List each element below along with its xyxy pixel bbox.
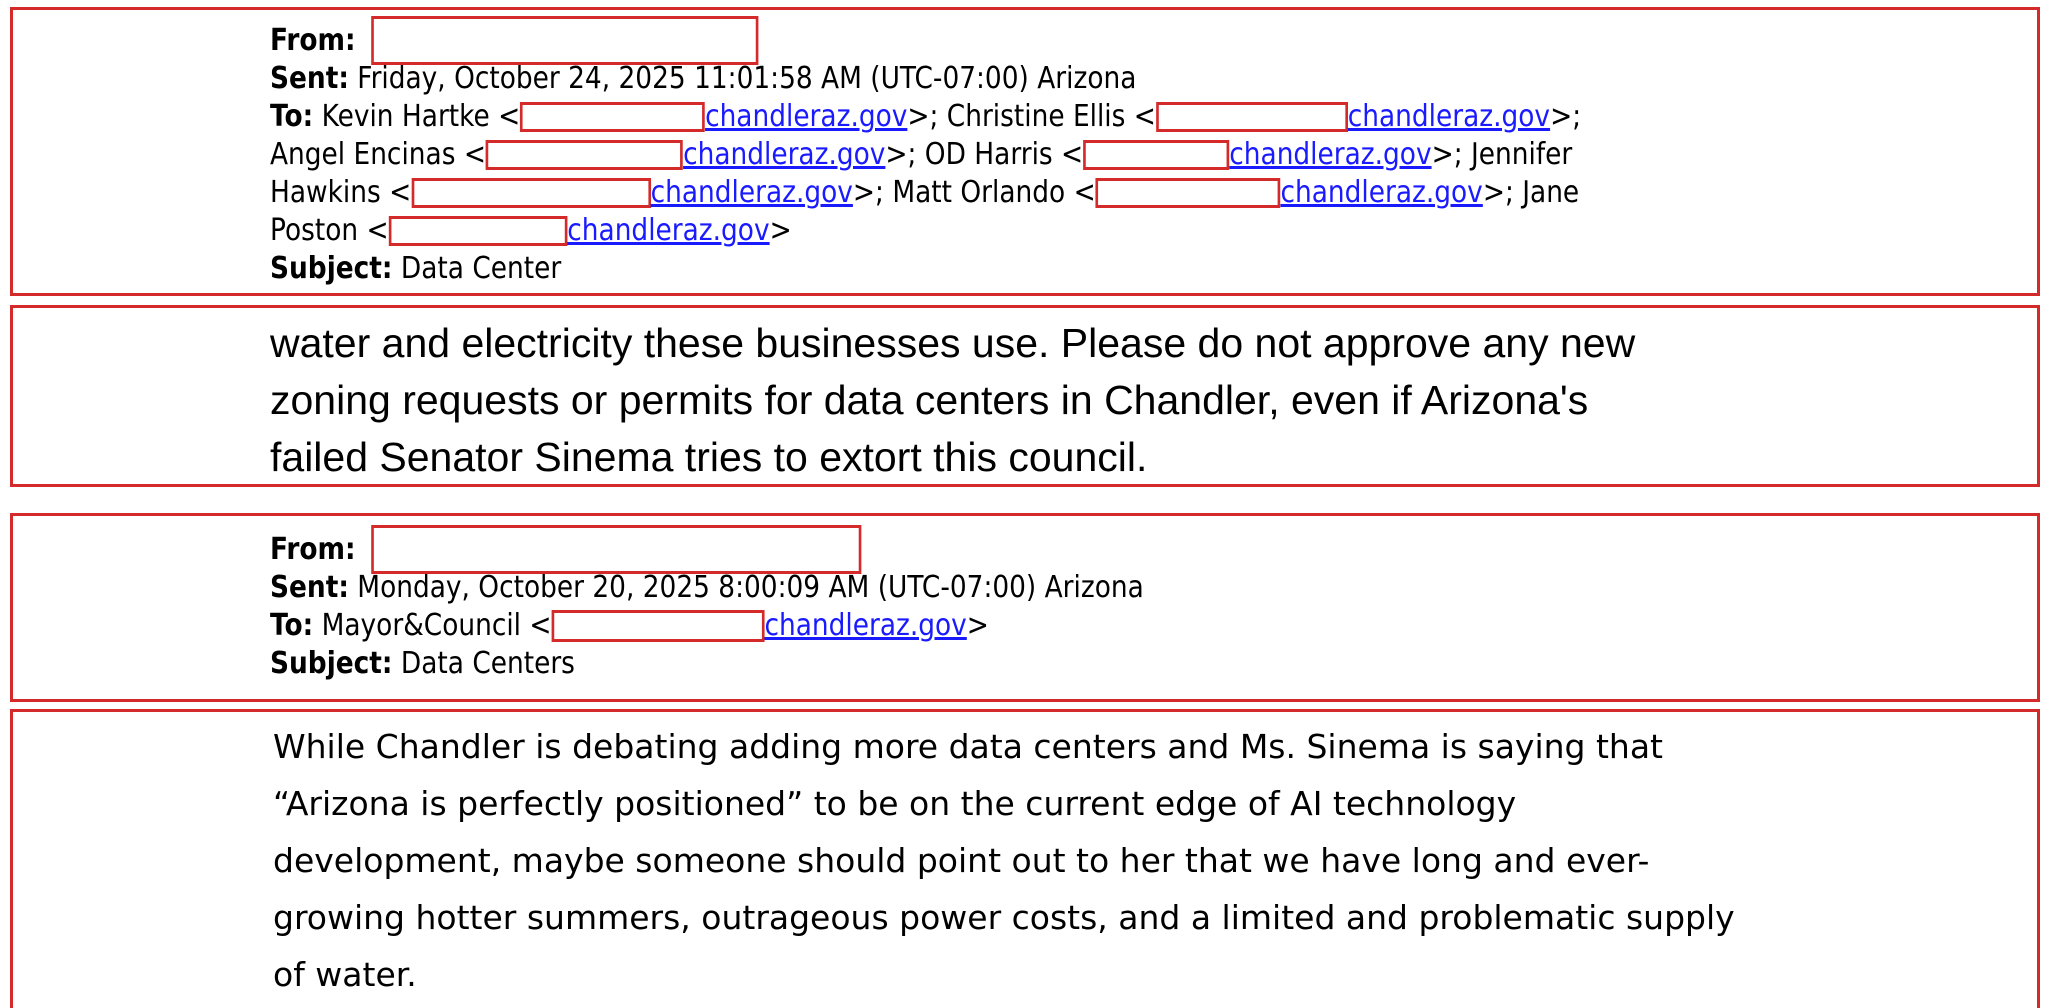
redacted-email xyxy=(1096,178,1281,208)
recipient-separator: > xyxy=(966,608,989,643)
recipient-name: Poston < xyxy=(270,213,389,248)
to-row-cont xyxy=(270,136,1581,174)
redacted-email xyxy=(486,140,683,170)
recipient-separator: >; Jennifer xyxy=(1431,137,1573,172)
redacted-email xyxy=(520,102,705,132)
from-label: From: xyxy=(270,23,356,58)
sent-row xyxy=(270,60,1581,98)
recipient-name: Hawkins < xyxy=(270,175,412,210)
body-line: growing hotter summers, outrageous power costs, and a limited and problematic supply xyxy=(273,898,1735,937)
recipient-email-link[interactable]: chandleraz.gov xyxy=(683,137,886,172)
redacted-sender xyxy=(371,525,861,574)
from-row xyxy=(270,22,1581,60)
recipient-email-link[interactable]: chandleraz.gov xyxy=(567,213,770,248)
to-label: To: xyxy=(270,99,314,134)
redacted-sender xyxy=(371,16,758,65)
recipient-name: Mayor&Council < xyxy=(321,608,552,643)
recipient-separator: >; Jane xyxy=(1482,175,1580,210)
email-header-2 xyxy=(10,513,2040,702)
from-label: From: xyxy=(270,532,356,567)
recipient-separator: >; xyxy=(1550,99,1582,134)
subject-value: Data Centers xyxy=(400,646,575,681)
recipient-name: OD Harris < xyxy=(924,137,1084,172)
recipient-email-link[interactable]: chandleraz.gov xyxy=(705,99,908,134)
email-body-2 xyxy=(10,709,2040,1008)
subject-value: Data Center xyxy=(400,251,562,286)
recipient-email-link[interactable]: chandleraz.gov xyxy=(1347,99,1551,134)
recipient-email-link[interactable]: chandleraz.gov xyxy=(1280,175,1483,210)
email-header-1 xyxy=(10,7,2040,296)
subject-row xyxy=(270,250,1581,288)
body-line: development, maybe someone should point out to her that we have long and ever- xyxy=(273,841,1650,880)
recipient-name: Matt Orlando < xyxy=(892,175,1096,210)
body-line: water and electricity these businesses use. Please do not approve any new xyxy=(270,320,1636,366)
to-label: To: xyxy=(270,608,314,643)
recipient-email-link[interactable]: chandleraz.gov xyxy=(650,175,853,210)
sent-value: Monday, October 20, 2025 8:00:09 AM (UTC-07:00) Arizona xyxy=(357,570,1144,605)
recipient-separator: > xyxy=(769,213,792,248)
body-line: failed Senator Sinema tries to extort this council. xyxy=(270,434,1148,480)
recipient-separator: >; xyxy=(907,99,947,134)
recipient-email-link[interactable]: chandleraz.gov xyxy=(764,608,967,643)
recipient-separator: >; xyxy=(885,137,925,172)
to-row-cont xyxy=(270,212,1581,250)
from-row xyxy=(270,531,1144,569)
recipient-name: Kevin Hartke < xyxy=(321,99,521,134)
redacted-email xyxy=(389,216,568,246)
recipient-name: Angel Encinas < xyxy=(270,137,486,172)
email-body-1 xyxy=(10,305,2040,487)
recipient-email-link[interactable]: chandleraz.gov xyxy=(1229,137,1432,172)
body-line: of water. xyxy=(273,955,417,994)
to-row-cont xyxy=(270,174,1581,212)
recipient-name: Christine Ellis < xyxy=(946,99,1156,134)
sent-value: Friday, October 24, 2025 11:01:58 AM (UTC-07:00) Arizona xyxy=(357,61,1137,96)
recipient-separator: >; xyxy=(852,175,893,210)
redacted-email xyxy=(1083,140,1229,170)
sent-label: Sent: xyxy=(270,570,349,605)
redacted-email xyxy=(1156,102,1348,132)
body-line: zoning requests or permits for data centers in Chandler, even if Arizona's xyxy=(270,377,1589,423)
to-row xyxy=(270,607,1144,645)
subject-label: Subject: xyxy=(270,251,393,286)
sent-row xyxy=(270,569,1144,607)
body-line: “Arizona is perfectly positioned” to be on the current edge of AI technology xyxy=(273,784,1517,823)
subject-row xyxy=(270,645,1144,683)
body-line: While Chandler is debating adding more data centers and Ms. Sinema is saying that xyxy=(273,727,1663,766)
subject-label: Subject: xyxy=(270,646,393,681)
to-row xyxy=(270,98,1581,136)
sent-label: Sent: xyxy=(270,61,349,96)
redacted-email xyxy=(411,178,650,208)
redacted-email xyxy=(552,610,765,642)
